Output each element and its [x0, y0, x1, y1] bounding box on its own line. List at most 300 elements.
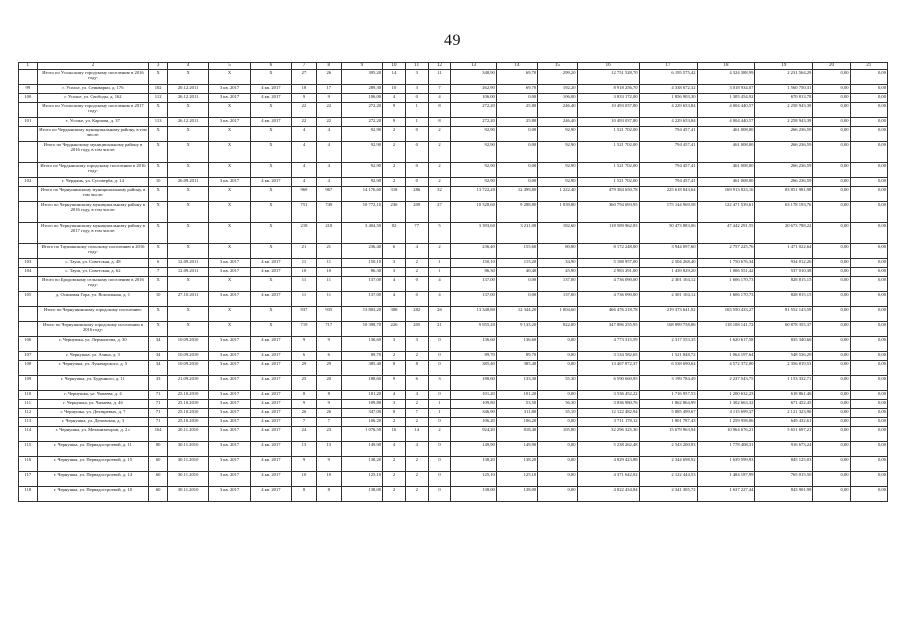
- table-cell: X: [167, 244, 208, 259]
- row-number-cell: [19, 142, 38, 163]
- table-cell: 1 778 408,31: [697, 442, 755, 457]
- table-cell: 164: [149, 427, 168, 442]
- table-cell: 29: [316, 361, 341, 376]
- table-cell: 0,00: [813, 457, 850, 472]
- table-cell: X: [209, 103, 250, 118]
- row-number-cell: [19, 277, 38, 292]
- table-cell: 4 004 440,57: [697, 103, 755, 118]
- table-cell: 0,00: [850, 118, 887, 127]
- table-cell: 969: [292, 187, 317, 202]
- table-cell: 0,00: [850, 223, 887, 244]
- table-cell: 92,90: [538, 142, 577, 163]
- table-cell: 4 829 423,88: [577, 457, 639, 472]
- row-number-cell: [19, 244, 38, 259]
- table-cell: 0: [405, 163, 428, 178]
- table-cell: 4: [428, 277, 451, 292]
- row-number-cell: 100: [19, 94, 38, 103]
- table-cell: 2: [383, 127, 406, 142]
- table-cell: X: [149, 127, 168, 142]
- table-cell: X: [167, 223, 208, 244]
- table-cell: 1: [428, 268, 451, 277]
- table-cell: 27.10.2011: [167, 292, 208, 307]
- table-cell: 3 кв. 2017: [209, 292, 250, 307]
- table-cell: X: [149, 277, 168, 292]
- table-cell: 0,00: [813, 442, 850, 457]
- name-cell: Итого по Чернушинскому муниципальному району в 2017 году, в том числе:: [37, 223, 149, 244]
- table-cell: 4: [383, 442, 406, 457]
- name-cell: г. Чернушка, ул. Первадостроевой, д. 11: [37, 442, 149, 457]
- table-cell: 0: [405, 94, 428, 103]
- table-cell: 1 862 864,99: [639, 400, 697, 409]
- table-cell: 21: [316, 244, 341, 259]
- table-cell: 6: [149, 259, 168, 268]
- table-cell: 0,00: [813, 244, 850, 259]
- table-cell: 20.11.2010: [167, 427, 208, 442]
- table-cell: 3 кв. 2017: [209, 361, 250, 376]
- table-cell: 86,30: [341, 268, 382, 277]
- column-number: 11: [405, 63, 428, 70]
- table-cell: 218: [316, 223, 341, 244]
- table-cell: 2 356 819,53: [755, 361, 813, 376]
- row-number-cell: 116: [19, 457, 38, 472]
- row-number-cell: 105: [19, 292, 38, 307]
- subtotal-row: [19, 163, 888, 178]
- table-cell: 3 кв. 2017: [209, 178, 250, 187]
- name-cell: Итого по Чернушинскому муниципальному району, в том числе:: [37, 187, 149, 202]
- table-cell: 0: [405, 292, 428, 307]
- name-cell: г. Чернушка, ул. Первадостроевой, д. 10: [37, 487, 149, 502]
- table-cell: 4 кв. 2017: [250, 409, 291, 418]
- table-cell: 2: [405, 457, 428, 472]
- table-cell: 18: [292, 85, 317, 94]
- table-cell: 2: [428, 142, 451, 163]
- table-cell: 4: [405, 391, 428, 400]
- table-cell: X: [167, 202, 208, 223]
- column-number: 6: [250, 63, 291, 70]
- column-number: 7: [292, 63, 317, 70]
- table-row: [19, 292, 888, 307]
- table-cell: 3 кв. 2017: [209, 418, 250, 427]
- table-cell: X: [167, 103, 208, 118]
- table-cell: 138,00: [341, 487, 382, 502]
- table-cell: X: [167, 70, 208, 85]
- table-cell: X: [149, 103, 168, 118]
- table-cell: 0,00: [850, 337, 887, 352]
- table-cell: 4: [383, 277, 406, 292]
- table-cell: 137,00: [451, 277, 497, 292]
- table-cell: 26: [316, 409, 341, 418]
- table-cell: 308: [383, 307, 406, 322]
- table-cell: 7: [405, 409, 428, 418]
- table-cell: 4: [383, 292, 406, 307]
- table-cell: 25,80: [496, 103, 537, 118]
- table-cell: 835 340,66: [755, 337, 813, 352]
- table-cell: 60: [149, 487, 168, 502]
- table-cell: 6 590 660,95: [577, 376, 639, 391]
- table-cell: 1 637 227,44: [697, 487, 755, 502]
- table-cell: 0,00: [850, 103, 887, 118]
- table-cell: 0,00: [813, 352, 850, 361]
- table-cell: 0,00: [813, 127, 850, 142]
- table-cell: 272,20: [341, 118, 382, 127]
- table-cell: 0,00: [496, 178, 537, 187]
- subtotal-row: [19, 103, 888, 118]
- table-cell: 17: [316, 85, 341, 94]
- table-cell: 4 736 090,00: [577, 277, 639, 292]
- table-cell: 3 кв. 2017: [209, 268, 250, 277]
- table-cell: 2: [428, 244, 451, 259]
- table-cell: 14: [383, 70, 406, 85]
- table-cell: X: [209, 142, 250, 163]
- table-cell: 0,00: [850, 457, 887, 472]
- table-cell: 8 918 256,70: [577, 85, 639, 94]
- table-cell: 4 004 440,57: [697, 118, 755, 127]
- column-number: 1: [19, 63, 38, 70]
- table-cell: 0,00: [813, 259, 850, 268]
- table-cell: 7: [428, 85, 451, 94]
- table-cell: 101,20: [496, 391, 537, 400]
- table-cell: 138,20: [451, 457, 497, 472]
- table-cell: 3 536 452,22: [577, 391, 639, 400]
- table-cell: 7: [149, 268, 168, 277]
- table-cell: 794 457,41: [639, 178, 697, 187]
- table-cell: 3 836 980,76: [577, 400, 639, 409]
- table-cell: 1 639 599,93: [697, 457, 755, 472]
- name-cell: с. Тауш, ул. Советская, д. 62: [37, 268, 149, 277]
- table-cell: 0,00: [813, 85, 850, 94]
- table-cell: 4 кв. 2017: [250, 391, 291, 400]
- table-row: [19, 352, 888, 361]
- name-cell: д. Осиновая Гора, ул. Вокзальная, д. 1: [37, 292, 149, 307]
- table-cell: 2: [405, 487, 428, 502]
- table-cell: 7: [316, 418, 341, 427]
- table-cell: 4 кв. 2017: [250, 352, 291, 361]
- table-cell: 56,30: [538, 400, 577, 409]
- table-cell: 4: [405, 244, 428, 259]
- table-cell: 21.09.2010: [167, 376, 208, 391]
- table-cell: 3 кв. 2017: [209, 94, 250, 103]
- table-cell: 1 004,60: [538, 307, 577, 322]
- table-cell: 21: [292, 244, 317, 259]
- table-cell: 0,00: [813, 409, 850, 418]
- table-cell: 0,00: [813, 376, 850, 391]
- table-cell: 118 589 962,83: [577, 223, 639, 244]
- table-cell: 1: [405, 103, 428, 118]
- table-cell: 272,20: [451, 118, 497, 127]
- table-cell: 3 кв. 2017: [209, 427, 250, 442]
- table-cell: 4 кв. 2017: [250, 178, 291, 187]
- table-cell: 2: [383, 352, 406, 361]
- row-number-cell: 99: [19, 85, 38, 94]
- header-row: [19, 63, 888, 70]
- column-number: 16: [577, 63, 639, 70]
- table-cell: 385,40: [496, 361, 537, 376]
- table-cell: 3 711 178,12: [577, 418, 639, 427]
- table-cell: 9: [316, 94, 341, 103]
- table-cell: 3 кв. 2017: [209, 391, 250, 400]
- table-cell: 6: [316, 352, 341, 361]
- table-cell: 2: [383, 163, 406, 178]
- table-cell: 83 851 981,98: [755, 187, 813, 202]
- table-cell: 63 178 193,76: [755, 202, 813, 223]
- table-cell: 10: [292, 472, 317, 487]
- table-row: [19, 268, 888, 277]
- table-cell: 3: [383, 259, 406, 268]
- table-cell: 150,10: [341, 259, 382, 268]
- table-cell: 122 471 539,61: [697, 202, 755, 223]
- table-cell: 0,00: [850, 409, 887, 418]
- row-number-cell: [19, 322, 38, 337]
- table-cell: 138,20: [496, 457, 537, 472]
- table-cell: 2 757 225,76: [697, 244, 755, 259]
- row-number-cell: [19, 127, 38, 142]
- name-cell: Итого по Таушинскому сельскому поселению в 2016 году:: [37, 244, 149, 259]
- table-cell: 0: [428, 337, 451, 352]
- table-cell: 0,00: [850, 352, 887, 361]
- table-cell: 0,00: [813, 178, 850, 187]
- table-cell: 2 317 553,35: [639, 337, 697, 352]
- table-cell: 4 кв. 2017: [250, 94, 291, 103]
- table-cell: 47 442 291,55: [697, 223, 755, 244]
- table-cell: 9 288,80: [496, 202, 537, 223]
- table-cell: 92,90: [341, 178, 382, 187]
- table-cell: 3 кв. 2017: [209, 352, 250, 361]
- table-cell: 4: [428, 292, 451, 307]
- table-cell: X: [250, 322, 291, 337]
- table-cell: 266 236,59: [755, 142, 813, 163]
- table-row: [19, 487, 888, 502]
- table-cell: 3 кв. 2017: [209, 472, 250, 487]
- table-cell: 5 885 499,67: [639, 409, 697, 418]
- table-cell: 11: [316, 277, 341, 292]
- table-cell: 82: [383, 223, 406, 244]
- table-cell: 155,60: [496, 244, 537, 259]
- table-cell: 9: [316, 457, 341, 472]
- table-cell: 0,00: [813, 94, 850, 103]
- table-cell: 92,90: [341, 163, 382, 178]
- table-cell: 2 258 943,39: [755, 118, 813, 127]
- table-cell: 4 кв. 2017: [250, 427, 291, 442]
- table-cell: 670 813,78: [755, 94, 813, 103]
- table-row: [19, 427, 888, 442]
- table-cell: 0,00: [813, 307, 850, 322]
- name-cell: г. Чернушка, ул. Чапаева, д. 4: [37, 391, 149, 400]
- table-cell: 137,00: [341, 292, 382, 307]
- table-cell: 8: [316, 487, 341, 502]
- table-cell: X: [209, 307, 250, 322]
- table-cell: 92,90: [538, 178, 577, 187]
- table-cell: 1 076,50: [341, 427, 382, 442]
- table-cell: 3 кв. 2017: [209, 487, 250, 502]
- row-number-cell: 109: [19, 376, 38, 391]
- table-cell: 3 833 172,00: [577, 94, 639, 103]
- table-cell: 102: [149, 85, 168, 94]
- table-cell: 0,00: [813, 391, 850, 400]
- table-cell: X: [209, 127, 250, 142]
- table-cell: 3 кв. 2017: [209, 409, 250, 418]
- table-cell: 1: [405, 118, 428, 127]
- table-cell: 2: [405, 352, 428, 361]
- table-cell: 92,90: [341, 127, 382, 142]
- table-cell: 794 457,41: [639, 163, 697, 178]
- table-cell: 35,10: [538, 409, 577, 418]
- table-cell: 4 кв. 2017: [250, 292, 291, 307]
- table-cell: 89,70: [341, 352, 382, 361]
- table-cell: X: [250, 127, 291, 142]
- table-cell: 45,90: [538, 268, 577, 277]
- table-cell: 0,00: [813, 268, 850, 277]
- table-cell: 1 750 676,34: [697, 259, 755, 268]
- table-cell: 1: [428, 409, 451, 418]
- table-cell: 92,90: [341, 142, 382, 163]
- subtotal-row: [19, 307, 888, 322]
- row-number-cell: [19, 307, 38, 322]
- table-cell: 0,00: [850, 307, 887, 322]
- table-cell: 2: [405, 400, 428, 409]
- table-cell: 10 772,10: [341, 202, 382, 223]
- row-number-cell: 101: [19, 118, 38, 127]
- table-cell: 13 348,80: [451, 307, 497, 322]
- table-cell: 4 324 388,99: [697, 70, 755, 85]
- table-cell: X: [209, 163, 250, 178]
- table-cell: 395,20: [341, 70, 382, 85]
- table-cell: 2: [383, 487, 406, 502]
- table-cell: 0,00: [538, 472, 577, 487]
- table-cell: 8: [405, 361, 428, 376]
- table-cell: 3: [383, 337, 406, 352]
- table-cell: 101,20: [341, 391, 382, 400]
- table-cell: 188,60: [341, 376, 382, 391]
- table-cell: 0,00: [850, 70, 887, 85]
- table-cell: 4 кв. 2017: [250, 472, 291, 487]
- table-cell: 0,00: [813, 202, 850, 223]
- name-cell: Итого по Чердынскому муниципальному району, в том числе:: [37, 127, 149, 142]
- table-cell: 537 010,38: [755, 268, 813, 277]
- table-cell: 137,00: [341, 277, 382, 292]
- row-number-cell: 112: [19, 409, 38, 418]
- table-cell: 1 801 787,43: [639, 418, 697, 427]
- row-number-cell: 106: [19, 337, 38, 352]
- table-cell: 671 452,45: [755, 400, 813, 409]
- table-cell: 548 536,29: [755, 352, 813, 361]
- table-cell: X: [167, 307, 208, 322]
- table-cell: 106,20: [451, 418, 497, 427]
- table-cell: 89,70: [451, 352, 497, 361]
- table-cell: 149,90: [496, 442, 537, 457]
- table-cell: 25: [292, 376, 317, 391]
- table-cell: 106,00: [538, 94, 577, 103]
- table-cell: 0,00: [813, 118, 850, 127]
- table-cell: 9: [383, 376, 406, 391]
- table-cell: 6 195 575,42: [639, 70, 697, 85]
- row-number-cell: 104: [19, 268, 38, 277]
- table-cell: 461 008,00: [697, 163, 755, 178]
- table-cell: 26.12.2011: [167, 94, 208, 103]
- table-cell: 25.10.2010: [167, 400, 208, 409]
- table-cell: 10: [149, 292, 168, 307]
- table-cell: 4: [316, 127, 341, 142]
- name-cell: Итого по Бродовскому сельскому поселению в 2016 году:: [37, 277, 149, 292]
- table-cell: 282: [405, 307, 428, 322]
- table-cell: 10 964 676,21: [697, 427, 755, 442]
- table-cell: 934 012,26: [755, 259, 813, 268]
- table-cell: 9: [292, 337, 317, 352]
- table-cell: 765 015,50: [755, 472, 813, 487]
- table-cell: 1 716 957,53: [639, 391, 697, 400]
- table-cell: 0: [405, 142, 428, 163]
- table-cell: 10.09.2010: [167, 337, 208, 352]
- table-cell: 4 229 653,84: [639, 118, 697, 127]
- table-cell: 1 521 702,00: [577, 142, 639, 163]
- subtotal-row: [19, 322, 888, 337]
- table-cell: 133,30: [496, 376, 537, 391]
- table-cell: X: [167, 127, 208, 142]
- table-cell: 12 122 482,94: [577, 409, 639, 418]
- table-cell: 92,90: [538, 127, 577, 142]
- table-cell: X: [250, 142, 291, 163]
- table-cell: 916 673,24: [755, 442, 813, 457]
- table-cell: 23: [316, 427, 341, 442]
- row-number-cell: 103: [19, 259, 38, 268]
- subtotal-row: [19, 187, 888, 202]
- table-cell: 2 301 104,12: [639, 277, 697, 292]
- table-cell: X: [209, 70, 250, 85]
- table-cell: 109,80: [341, 400, 382, 409]
- table-cell: 219 373 641,92: [639, 307, 697, 322]
- table-cell: 81 552 143,59: [755, 307, 813, 322]
- table-cell: 0,00: [538, 418, 577, 427]
- name-cell: г. Чернушка, ул. Первадостроевой, д. 14: [37, 472, 149, 487]
- table-cell: 246,40: [538, 118, 577, 127]
- table-cell: 2: [405, 472, 428, 487]
- table-cell: 3 кв. 2017: [209, 376, 250, 391]
- table-cell: 4 кв. 2017: [250, 361, 291, 376]
- table-cell: 1 606 170,73: [697, 292, 755, 307]
- table-cell: 0,00: [850, 400, 887, 409]
- table-cell: 92,90: [538, 163, 577, 178]
- row-number-cell: 117: [19, 472, 38, 487]
- subtotal-row: [19, 127, 888, 142]
- table-cell: 6: [405, 376, 428, 391]
- name-cell: Итого по Чердынскому городскому поселению в 2016 году:: [37, 163, 149, 178]
- table-cell: X: [250, 202, 291, 223]
- table-cell: 794 457,41: [639, 142, 697, 163]
- table-cell: 935: [316, 307, 341, 322]
- table-cell: 1 222,40: [538, 187, 577, 202]
- table-cell: 60: [149, 457, 168, 472]
- table-cell: 479 384 650,78: [577, 187, 639, 202]
- table-cell: 11: [292, 292, 317, 307]
- name-cell: Итого по Чердынскому муниципальному району в 2016 году, в том числе:: [37, 142, 149, 163]
- table-cell: 3 кв. 2017: [209, 85, 250, 94]
- table-cell: 2: [383, 457, 406, 472]
- table-cell: 5 651 697,21: [755, 427, 813, 442]
- table-cell: 346,90: [451, 409, 497, 418]
- table-row: [19, 337, 888, 352]
- table-cell: 26: [292, 409, 317, 418]
- table-cell: 0,00: [813, 103, 850, 118]
- table-cell: 1 521 848,72: [639, 352, 697, 361]
- table-row: [19, 118, 888, 127]
- table-row: [19, 418, 888, 427]
- table-cell: 92,90: [451, 163, 497, 178]
- table-cell: 385,40: [341, 361, 382, 376]
- table-row: [19, 376, 888, 391]
- table-cell: 828 815,15: [755, 277, 813, 292]
- table-cell: 3 199 784,49: [639, 376, 697, 391]
- table-cell: 924,20: [451, 427, 497, 442]
- table-cell: 13 803,20: [341, 307, 382, 322]
